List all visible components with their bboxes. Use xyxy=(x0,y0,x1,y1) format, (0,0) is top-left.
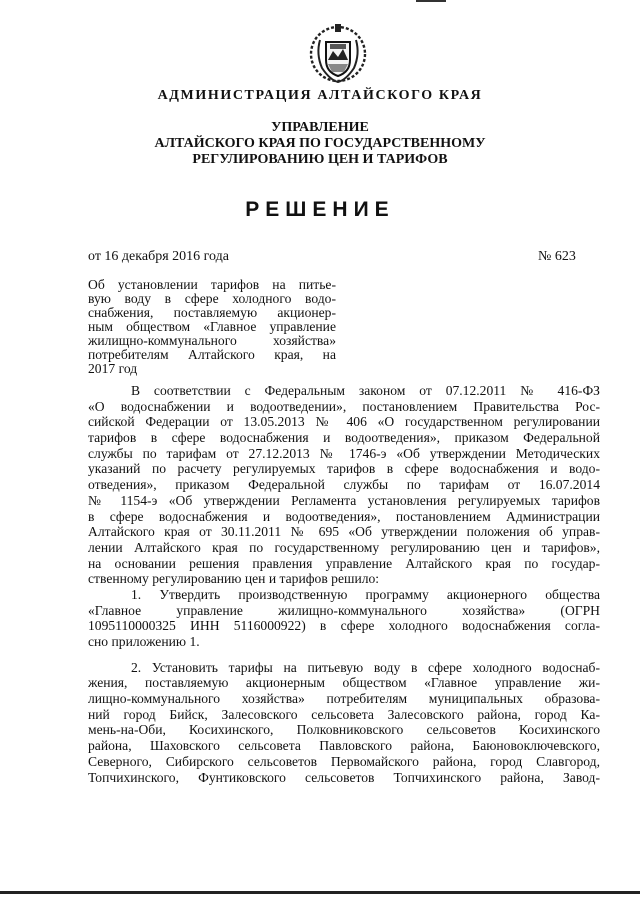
body-line: В соответствии с Федеральным законом от 07.12.2011 № 416-ФЗ xyxy=(131,383,600,398)
body-line: «Главное управление жилищно-коммунального хозяйства» (ОГРН xyxy=(88,602,600,618)
body-line: ний город Бийск, Залесовского сельсовета Залесовского района, город Ка- xyxy=(88,706,600,722)
subject-line: ным обществом «Главное управление xyxy=(88,319,336,334)
department-line: РЕГУЛИРОВАНИЮ ЦЕН И ТАРИФОВ xyxy=(192,152,448,167)
body-line: 2. Установить тарифы на питьевую воду в сфере холодного водоснаб- xyxy=(131,659,600,675)
body-line: 1095110000325 ИНН 5116000922) в сфере холодного водоснабжения согла- xyxy=(88,618,600,634)
scan-artifact xyxy=(0,891,640,894)
body-line: Алтайского края от 30.11.2011 № 695 «Об утверждении положения об управ- xyxy=(88,524,600,540)
body-line: в сфере водоснабжения и водоотведения», постановлением Администрации xyxy=(88,508,600,524)
body-line: лении Алтайского края по государственному регулированию цен и тарифов», xyxy=(88,539,600,555)
document-subject xyxy=(88,278,336,376)
department-line: УПРАВЛЕНИЕ xyxy=(271,120,369,135)
subject-line: жилищно-коммунального хозяйства» xyxy=(88,333,336,348)
body-line: № 1154-э «Об утверждении Регламента установления регулируемых тарифов xyxy=(88,492,600,508)
body-line: Топчихинского, Фунтиковского сельсоветов Топчихинского района, Завод- xyxy=(88,769,600,785)
body-line: тарифов в сфере водоснабжения и водоотведения», приказом Федеральной xyxy=(88,430,600,446)
document-date: от 16 декабря 2016 года xyxy=(88,249,229,264)
department-name xyxy=(0,120,640,168)
body-line: отведения», приказом Федеральной службы по тарифам от 16.07.2014 xyxy=(88,477,600,493)
body-line: лищно-коммунального хозяйства» потребителям муниципальных образова- xyxy=(88,691,600,707)
body-line: указаний по расчету регулируемых тарифов в сфере водоснабжения и водо- xyxy=(88,461,600,477)
subject-line: потребителям Алтайского края, на xyxy=(88,347,336,362)
body-line: сийской Федерации от 13.05.2013 № 406 «О государственном регулировании xyxy=(88,414,600,430)
subject-line: снабжения, поставляемую акционер- xyxy=(88,305,336,320)
document-number: № 623 xyxy=(538,249,576,264)
body-line: службы по тарифам от 27.12.2013 № 1746-э «Об утверждении Методических xyxy=(88,445,600,461)
body-line: 1. Утвердить производственную программу акционерного общества xyxy=(131,586,600,602)
document-title: РЕШЕНИЕ xyxy=(245,198,395,221)
subject-line: Об установлении тарифов на питье- xyxy=(88,277,336,292)
body-line: сно приложению 1. xyxy=(88,634,200,649)
body-line: ственному регулированию цен и тарифов решило: xyxy=(88,571,380,587)
body-line: района, Шаховского сельсовета Павловского района, Баюновоключевского, xyxy=(88,738,600,754)
body-line: на основании решения правления управление Алтайского края по государ- xyxy=(88,555,600,571)
body-line: жения, поставляемую акционерным обществом «Главное управление жи- xyxy=(88,675,600,691)
body-line: «О водоснабжении и водоотведении», постановлением Правительства Рос- xyxy=(88,398,600,414)
coat-of-arms-icon xyxy=(306,20,370,86)
subject-line: вую воду в сфере холодного водо- xyxy=(88,291,336,306)
department-line: АЛТАЙСКОГО КРАЯ ПО ГОСУДАРСТВЕННОМУ xyxy=(154,136,486,151)
document-body xyxy=(88,383,600,785)
scan-artifact xyxy=(416,0,446,2)
body-line: Северного, Сибирского сельсоветов Первомайского района, город Славгород, xyxy=(88,753,600,769)
organization-name: АДМИНИСТРАЦИЯ АЛТАЙСКОГО КРАЯ xyxy=(157,88,483,103)
body-line: мень-на-Оби, Косихинского, Полковниковского сельсоветов Косихинского xyxy=(88,722,600,738)
subject-line: 2017 год xyxy=(88,361,138,376)
